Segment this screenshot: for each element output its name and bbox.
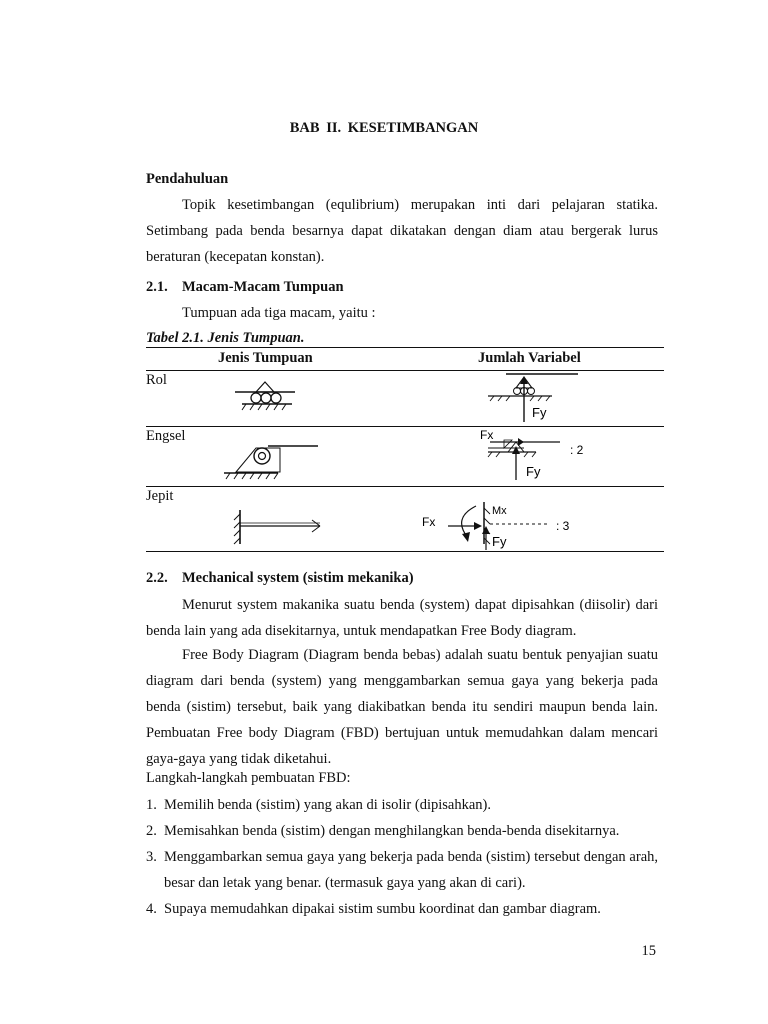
list-item-text: Menggambarkan semua gaya yang bekerja pada benda (sistim) tersebut dengan arah, besar dan letak yang benar. (termasuk gaya yang akan di cari). <box>164 849 658 891</box>
table-caption: Tabel 2.1. Jenis Tumpuan. <box>146 330 305 346</box>
list-item-number: 1. <box>146 797 157 813</box>
list-item <box>146 844 658 896</box>
fixed-fx-label: Fx <box>422 515 436 529</box>
table-row-rule-1 <box>146 426 664 427</box>
table-row-label-jepit: Jepit <box>146 488 174 504</box>
fbd-steps-intro: Langkah-langkah pembuatan FBD: <box>146 770 351 786</box>
hinge-fbd-drawing <box>480 428 600 484</box>
table-header-jumlah-variabel: Jumlah Variabel <box>478 350 581 366</box>
chapter-title: BAB II. KESETIMBANGAN <box>289 120 479 136</box>
table-header-jenis-tumpuan: Jenis Tumpuan <box>218 350 313 366</box>
section-2-1-paragraph: Tumpuan ada tiga macam, yaitu : <box>182 305 376 321</box>
list-item <box>146 818 658 844</box>
fixed-fbd-drawing <box>418 500 588 552</box>
fbd-steps-list <box>146 792 658 922</box>
page-number: 15 <box>641 943 656 959</box>
hinge-fy-label: Fy <box>526 464 541 479</box>
list-item-number: 2. <box>146 823 157 839</box>
fixed-variable-count: : 3 <box>556 519 570 533</box>
fixed-fy-label: Fy <box>492 534 507 549</box>
list-item-text: Memisahkan benda (sistim) dengan menghilangkan benda-benda disekitarnya. <box>164 823 620 839</box>
fixed-mx-label: Mx <box>492 505 507 517</box>
list-item <box>146 792 658 818</box>
hinge-variable-count: : 2 <box>570 443 584 457</box>
section-2-1-title: Macam-Macam Tumpuan <box>182 279 344 295</box>
table-top-rule <box>146 347 664 348</box>
hinge-fx-label: Fx <box>480 428 494 442</box>
list-item <box>146 896 658 922</box>
hinge-support-drawing <box>222 442 322 482</box>
section-2-2-paragraph-2: Free Body Diagram (Diagram benda bebas) adalah suatu bentuk penyajian suatu diagram dari benda (system) yang menggambarkan semua gaya yang bekerja pada benda (sistim) tersebut, baik yang diakibatkan benda itu sendiri maupun benda lain. Pembuatan Free body Diagram (FBD) bertujuan untuk memudahkan dalam mencari gaya-gaya yang tidak diketahui. <box>146 647 658 767</box>
table-bottom-rule <box>146 551 664 552</box>
section-2-2-heading <box>146 570 414 587</box>
section-2-1-number: 2.1. <box>146 279 168 295</box>
list-item-number: 4. <box>146 901 157 917</box>
table-row-label-rol: Rol <box>146 372 167 388</box>
intro-paragraph: Topik kesetimbangan (equlibrium) merupakan inti dari pelajaran statika. Setimbang pada benda besarnya dapat dikatakan dengan diam atau bergerak lurus beraturan (kecepatan konstan). <box>146 197 658 265</box>
roller-support-drawing <box>230 386 300 422</box>
table-row-rule-2 <box>146 486 664 487</box>
list-item-text: Supaya memudahkan dipakai sistim sumbu koordinat dan gambar diagram. <box>164 901 601 917</box>
section-2-2-title: Mechanical system (sistim mekanika) <box>182 570 414 586</box>
list-item-text: Memilih benda (sistim) yang akan di isolir (dipisahkan). <box>164 797 491 813</box>
list-item-number: 3. <box>146 849 157 865</box>
table-row-label-engsel: Engsel <box>146 428 186 444</box>
fixed-support-drawing <box>232 508 332 548</box>
table-header-rule <box>146 370 664 371</box>
roller-fbd-drawing <box>486 372 586 424</box>
section-2-1-heading <box>146 279 344 296</box>
section-2-2-number: 2.2. <box>146 570 168 586</box>
roller-fy-label: Fy <box>532 405 547 420</box>
intro-heading: Pendahuluan <box>146 171 229 187</box>
section-2-2-paragraph-1: Menurut system makanika suatu benda (system) dapat dipisahkan (diisolir) dari benda lain yang ada disekitarnya, untuk mendapatkan Free Body diagram. <box>146 597 658 639</box>
